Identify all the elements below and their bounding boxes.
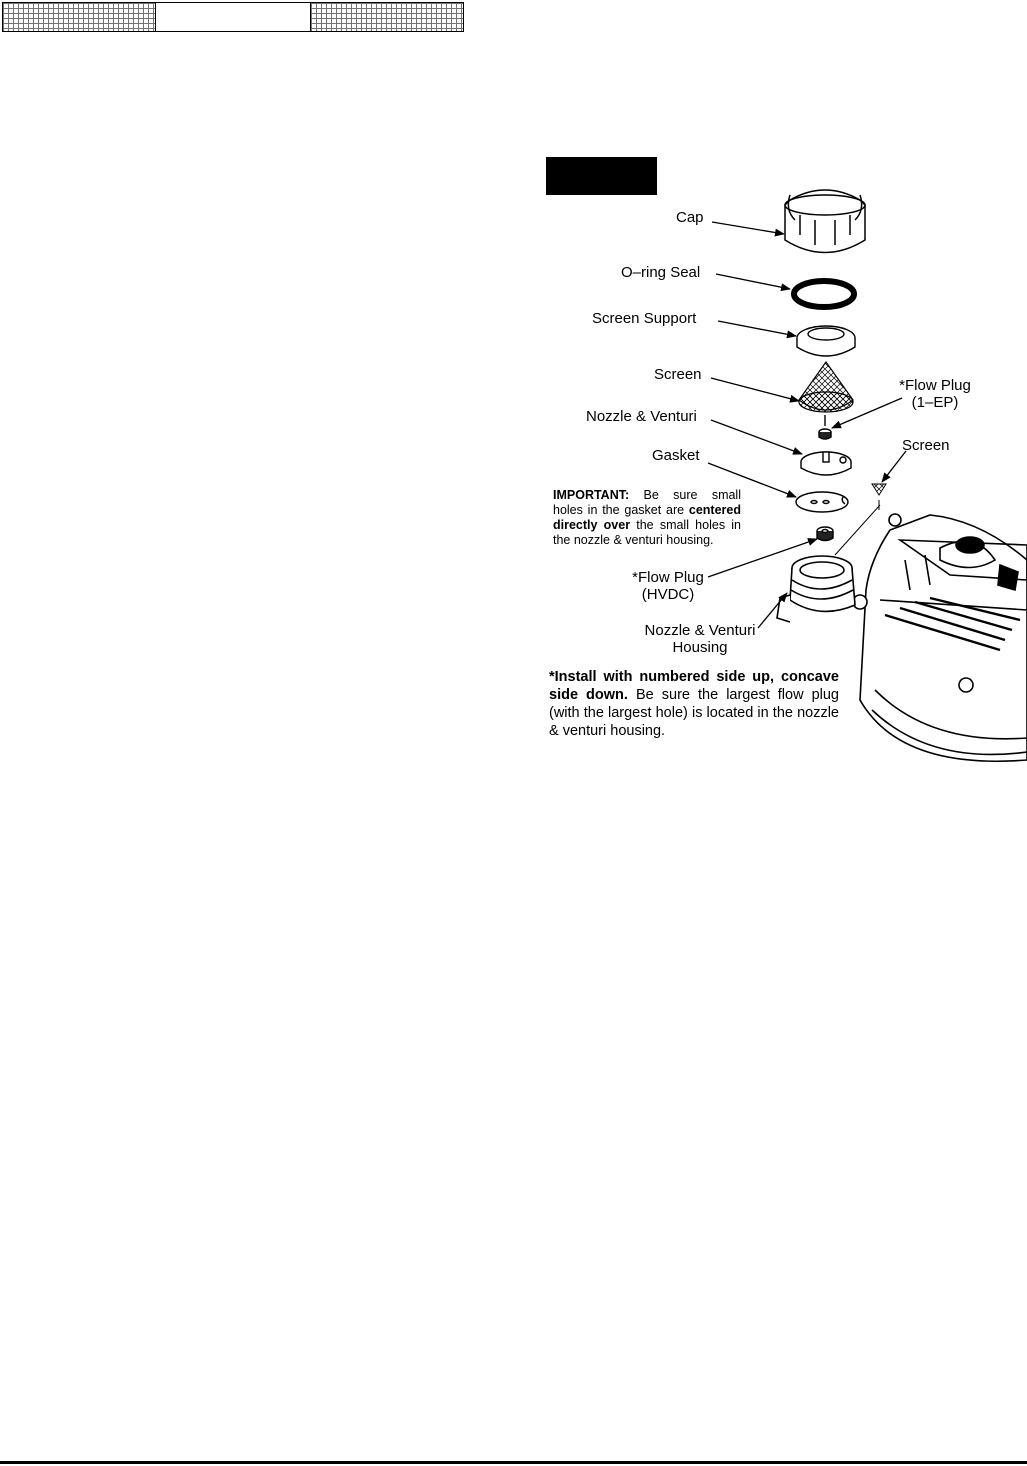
label-nozzle-venturi-housing — [636, 622, 764, 656]
nozzle-venturi-part — [801, 452, 851, 475]
label-screen: Screen — [654, 366, 702, 383]
install-note — [549, 668, 839, 740]
label-screen-support: Screen Support — [592, 310, 697, 327]
important-bold-1: centered directly over — [553, 503, 741, 532]
label-cap: Cap — [676, 209, 704, 226]
label-flow-plug-hvdc-line2: (HVDC) — [641, 586, 695, 603]
footer-rule — [0, 1461, 1027, 1464]
label-flow-plug-ep-line2: (1–EP) — [911, 394, 959, 411]
cap-part — [785, 190, 865, 253]
screen-cone-part — [799, 362, 853, 412]
label-housing-line1: Nozzle & Venturi — [644, 622, 756, 639]
flow-plug-ep-part — [819, 415, 831, 439]
important-text-1: Be sure small holes in the gasket are — [553, 488, 741, 517]
flow-plug-hvdc-part — [817, 527, 833, 541]
label-housing-line2: Housing — [672, 639, 728, 656]
screen-support-part — [797, 326, 855, 356]
label-nozzle-venturi: Nozzle & Venturi — [586, 408, 697, 425]
label-flow-plug-hvdc — [624, 569, 712, 603]
gasket-part — [796, 492, 848, 512]
install-lead: *Install with numbered side up, concave side down. — [549, 669, 839, 703]
important-lead: IMPORTANT: — [553, 488, 630, 502]
label-screen-small: Screen — [902, 437, 950, 454]
important-note — [553, 488, 741, 548]
label-flow-plug-ep — [890, 377, 980, 411]
label-gasket: Gasket — [652, 447, 700, 464]
important-text-2: the small holes in the nozzle & venturi housing. — [553, 518, 741, 547]
label-flow-plug-ep-line1: *Flow Plug — [899, 377, 971, 394]
label-oring-seal: O–ring Seal — [621, 264, 701, 281]
oring-part — [794, 281, 854, 307]
label-flow-plug-hvdc-line1: *Flow Plug — [632, 569, 704, 586]
install-text-1: Be sure the largest flow plug (with the largest hole) is located in the nozzle & venturi housing. — [549, 687, 839, 739]
